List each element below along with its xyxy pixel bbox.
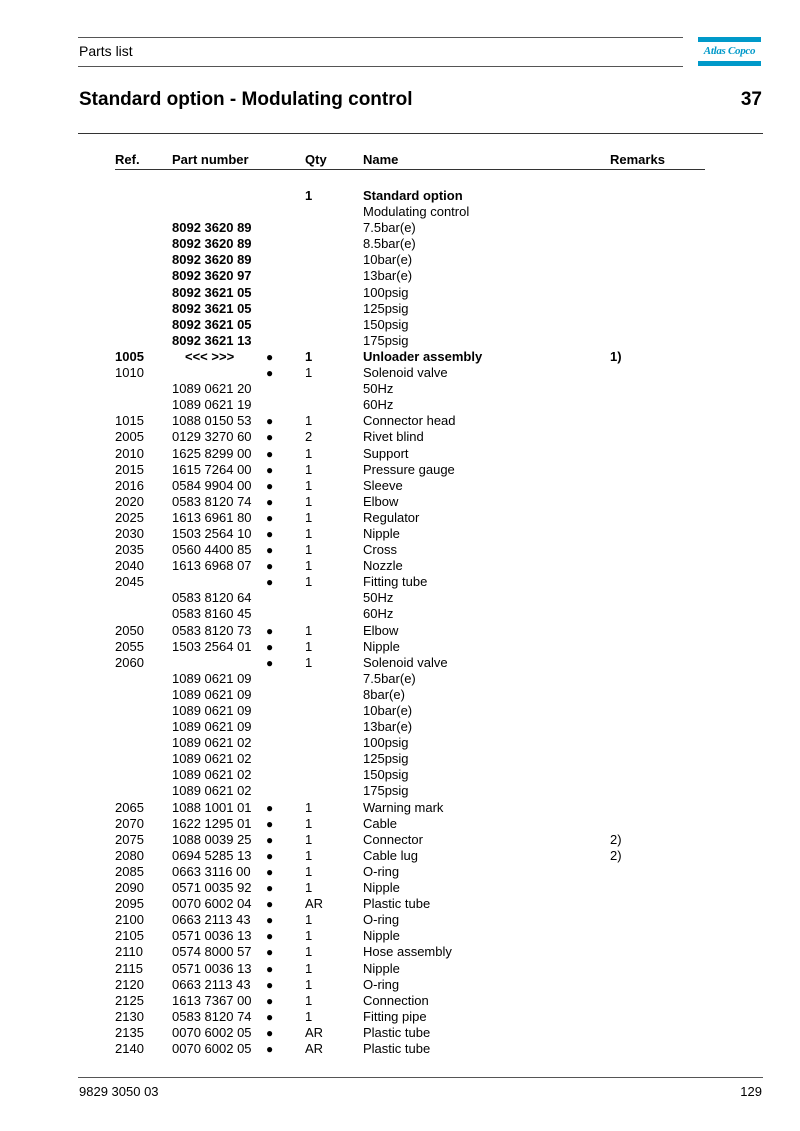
row-ref: 2055 [115, 638, 144, 654]
row-name: 10bar(e) [363, 252, 413, 268]
row-qty: 1 [305, 831, 313, 847]
row-bullet: ● [266, 478, 274, 493]
table-row [0, 864, 800, 880]
table-row [0, 977, 800, 993]
table-row [0, 655, 800, 671]
row-qty: 2 [305, 429, 313, 445]
row-bullet: ● [266, 913, 274, 928]
table-row [0, 558, 800, 574]
row-name: 13bar(e) [363, 719, 413, 735]
row-bullet: ● [266, 510, 274, 525]
column-header-remarks: Remarks [610, 152, 665, 167]
row-bullet: ● [266, 1025, 274, 1040]
row-qty: 1 [305, 847, 313, 863]
row-qty: 1 [305, 799, 313, 815]
row-part-number: 0574 8000 57 [172, 944, 252, 960]
row-bullet: ● [266, 881, 274, 896]
row-ref: 2100 [115, 912, 144, 928]
table-row [0, 832, 800, 848]
row-bullet: ● [266, 526, 274, 541]
table-row [0, 623, 800, 639]
row-name: 175psig [363, 332, 409, 348]
row-name: Connector [363, 831, 423, 847]
row-ref: 2080 [115, 847, 144, 863]
row-bullet: ● [266, 961, 274, 976]
table-row [0, 413, 800, 429]
row-part-number: 0694 5285 13 [172, 847, 252, 863]
atlas-copco-logo [698, 37, 761, 66]
table-row [0, 462, 800, 478]
row-ref: 2120 [115, 976, 144, 992]
row-part-number: 8092 3621 05 [172, 284, 252, 300]
row-part-number: 1089 0621 09 [172, 703, 252, 718]
table-row [0, 880, 800, 896]
row-part-number: 0070 6002 04 [172, 896, 252, 912]
row-part-number: 0583 8120 64 [172, 590, 252, 606]
row-bullet: ● [266, 993, 274, 1008]
row-ref: 1015 [115, 413, 144, 429]
column-header-name: Name [363, 152, 399, 167]
row-name: 60Hz [363, 397, 394, 413]
row-name: Connection [363, 992, 429, 1008]
row-part-number: 8092 3620 97 [172, 268, 252, 284]
row-ref: 2065 [115, 799, 144, 815]
row-bullet: ● [266, 816, 274, 831]
row-bullet: ● [266, 832, 274, 847]
row-name: Support [363, 445, 409, 461]
row-ref: 2025 [115, 509, 144, 525]
row-ref: 2016 [115, 477, 144, 493]
table-row [0, 816, 800, 832]
row-remarks: 1) [610, 348, 622, 364]
table-row [0, 446, 800, 462]
row-ref: 1010 [115, 365, 144, 381]
section-number: 37 [740, 89, 762, 110]
row-part-number: 1089 0621 02 [172, 751, 252, 767]
row-name: 150psig [363, 767, 409, 783]
row-ref: 2030 [115, 525, 144, 541]
parts-table-body [0, 188, 800, 1057]
table-row [0, 574, 800, 590]
row-part-number: 1503 2564 10 [172, 525, 252, 541]
row-part-number: 0663 2113 43 [172, 976, 251, 992]
row-qty: 1 [305, 992, 313, 1008]
table-row [0, 944, 800, 960]
row-ref: 2110 [115, 944, 143, 960]
row-bullet: ● [266, 655, 274, 670]
table-row [0, 687, 800, 703]
row-bullet: ● [266, 929, 274, 944]
table-row [0, 1025, 800, 1041]
table-row [0, 961, 800, 977]
row-part-number: 1088 0150 53 [172, 413, 252, 429]
table-row [0, 204, 800, 220]
row-bullet: ● [266, 366, 274, 381]
row-qty: 1 [305, 944, 313, 960]
table-row [0, 735, 800, 751]
table-row [0, 510, 800, 526]
row-part-number: 8092 3621 05 [172, 300, 252, 316]
row-name: O-ring [363, 863, 400, 879]
row-ref: 2045 [115, 574, 144, 590]
row-part-number: 0571 0036 13 [172, 960, 252, 976]
header-label: Parts list [79, 43, 133, 59]
logo-wordmark: Atlas Copco [703, 45, 756, 57]
row-ref: 2140 [115, 1040, 144, 1056]
row-qty: 1 [305, 912, 313, 928]
row-part-number: 1089 0621 19 [172, 397, 252, 413]
row-part-number: 1089 0621 02 [172, 767, 252, 783]
row-qty: 1 [305, 493, 313, 509]
row-bullet: ● [266, 864, 274, 879]
table-row [0, 236, 800, 252]
table-row [0, 928, 800, 944]
table-row [0, 268, 800, 284]
row-bullet: ● [266, 945, 274, 960]
row-part-number: 8092 3620 89 [172, 252, 252, 268]
table-row [0, 397, 800, 413]
row-ref: 2050 [115, 622, 144, 638]
row-qty: 1 [305, 976, 313, 992]
title-rule [78, 133, 763, 134]
header-top-rule [78, 37, 683, 38]
row-name: Modulating control [363, 204, 470, 220]
row-bullet: ● [266, 897, 274, 912]
row-part-number: 0070 6002 05 [172, 1024, 252, 1040]
row-name: Nipple [363, 880, 400, 896]
table-row [0, 993, 800, 1009]
page-title: Standard option - Modulating control [79, 89, 413, 110]
row-name: Connector head [363, 413, 456, 429]
row-ref: 2105 [115, 928, 144, 944]
row-bullet: ● [266, 430, 274, 445]
row-name: Elbow [363, 493, 399, 509]
row-name: 7.5bar(e) [363, 670, 416, 686]
header-bottom-rule [78, 66, 683, 67]
row-name: 60Hz [363, 606, 394, 622]
row-name: 125psig [363, 300, 409, 316]
table-row [0, 1041, 800, 1057]
row-part-number: 1622 1295 01 [172, 815, 252, 831]
row-part-number: 1089 0621 09 [172, 670, 252, 686]
row-part-number: 1089 0621 02 [172, 783, 252, 799]
row-name: 125psig [363, 751, 409, 767]
row-part-number: 0583 8160 45 [172, 606, 252, 622]
table-row [0, 912, 800, 928]
row-ref: 2130 [115, 1008, 144, 1024]
row-part-number: 1615 7264 00 [172, 461, 252, 477]
table-row [0, 478, 800, 494]
row-part-number: 1089 0621 09 [172, 719, 252, 735]
row-part-number: 8092 3621 13 [172, 332, 252, 348]
row-qty: 1 [305, 445, 313, 461]
row-bullet: ● [266, 977, 274, 992]
table-header-rule [115, 169, 705, 170]
row-name: 100psig [363, 284, 409, 300]
row-qty: 1 [305, 928, 313, 944]
table-row [0, 317, 800, 333]
row-ref: 2040 [115, 558, 144, 574]
row-qty: AR [305, 896, 324, 912]
column-header-ref: Ref. [115, 152, 140, 167]
row-name: Fitting pipe [363, 1008, 427, 1024]
row-qty: 1 [305, 638, 313, 654]
table-row [0, 349, 800, 365]
row-name: Nozzle [363, 558, 403, 574]
table-row [0, 494, 800, 510]
row-part-number: 0070 6002 05 [172, 1040, 252, 1056]
row-name: Unloader assembly [363, 348, 483, 364]
table-row [0, 606, 800, 622]
row-qty: 1 [305, 622, 313, 638]
row-ref: 2035 [115, 542, 144, 558]
table-row [0, 285, 800, 301]
row-part-number: 0583 8120 73 [172, 622, 252, 638]
row-part-number: 0560 4400 85 [172, 542, 252, 558]
row-name: 7.5bar(e) [363, 220, 416, 236]
row-name: Pressure gauge [363, 461, 455, 477]
row-part-number: 1089 0621 02 [172, 735, 252, 751]
row-bullet: ● [266, 349, 274, 364]
table-row [0, 639, 800, 655]
row-name: Nipple [363, 960, 400, 976]
row-ref: 2010 [115, 445, 144, 461]
row-ref: 2090 [115, 880, 144, 896]
row-name: Rivet blind [363, 429, 424, 445]
row-name: Cable lug [363, 847, 418, 863]
row-name: 50Hz [363, 590, 394, 606]
table-row [0, 671, 800, 687]
table-row [0, 800, 800, 816]
row-part-number: 0663 3116 00 [172, 863, 251, 879]
row-part-number: 1089 0621 20 [172, 381, 252, 397]
row-name: Elbow [363, 622, 399, 638]
table-row [0, 301, 800, 317]
row-bullet: ● [266, 414, 274, 429]
row-name: 150psig [363, 316, 409, 332]
table-row [0, 429, 800, 445]
table-row [0, 783, 800, 799]
table-row [0, 333, 800, 349]
row-name: Hose assembly [363, 944, 452, 960]
row-part-number: 0663 2113 43 [172, 912, 251, 928]
footer-rule [78, 1077, 763, 1078]
row-part-number: 8092 3621 05 [172, 316, 252, 332]
row-qty: AR [305, 1040, 324, 1056]
row-part-number: 1613 7367 00 [172, 992, 252, 1008]
row-name: Solenoid valve [363, 365, 448, 381]
table-row [0, 719, 800, 735]
row-part-number: 1625 8299 00 [172, 445, 252, 461]
row-ref: 2015 [115, 461, 144, 477]
row-part-number: 0571 0035 92 [172, 880, 252, 896]
row-name: 8bar(e) [363, 686, 405, 702]
row-name: 100psig [363, 735, 409, 751]
row-bullet: ● [266, 623, 274, 638]
row-name: Plastic tube [363, 1040, 431, 1056]
row-name: Solenoid valve [363, 654, 448, 670]
row-bullet: ● [266, 1041, 274, 1056]
row-part-number: 1613 6968 07 [172, 558, 252, 574]
table-row [0, 703, 800, 719]
row-ref: 2085 [115, 863, 144, 879]
row-ref: 2115 [115, 960, 143, 976]
row-name: Fitting tube [363, 574, 428, 590]
row-qty: 1 [305, 815, 313, 831]
row-part-number: 8092 3620 89 [172, 220, 252, 236]
row-bullet: ● [266, 494, 274, 509]
table-row [0, 526, 800, 542]
row-name: Regulator [363, 509, 420, 525]
row-qty: 1 [305, 348, 313, 364]
row-bullet: ● [266, 639, 274, 654]
row-qty: 1 [305, 542, 313, 558]
row-qty: 1 [305, 574, 313, 590]
row-ref: 2070 [115, 815, 144, 831]
row-part-number: 0584 9904 00 [172, 477, 252, 493]
row-qty: 1 [305, 863, 313, 879]
row-bullet: ● [266, 446, 274, 461]
row-bullet: ● [266, 462, 274, 477]
row-qty: 1 [305, 413, 313, 429]
row-name: Cross [363, 542, 397, 558]
table-row [0, 188, 800, 204]
row-name: O-ring [363, 912, 400, 928]
row-name: Standard option [363, 188, 463, 203]
row-name: Nipple [363, 525, 400, 541]
row-qty: 1 [305, 1008, 313, 1024]
row-qty: 1 [305, 654, 313, 670]
table-row [0, 381, 800, 397]
row-name: O-ring [363, 976, 400, 992]
column-header-qty: Qty [305, 152, 327, 167]
table-row [0, 767, 800, 783]
logo-band-bottom [698, 61, 761, 66]
row-name: 50Hz [363, 381, 394, 397]
table-row [0, 220, 800, 236]
column-header-part-number: Part number [172, 152, 249, 167]
row-ref: 1005 [115, 348, 144, 364]
row-remarks: 2) [610, 847, 622, 863]
row-bullet: ● [266, 800, 274, 815]
row-ref: 2135 [115, 1024, 144, 1040]
row-part-number: 0583 8120 74 [172, 1008, 252, 1024]
row-name: 175psig [363, 783, 409, 799]
row-part-number: <<< >>> [185, 348, 235, 364]
page-number: 129 [740, 1084, 762, 1099]
table-row [0, 542, 800, 558]
row-bullet: ● [266, 543, 274, 558]
table-row [0, 751, 800, 767]
logo-band-top [698, 37, 761, 42]
row-qty: 1 [305, 525, 313, 541]
table-row [0, 848, 800, 864]
row-name: 10bar(e) [363, 703, 413, 718]
table-row [0, 896, 800, 912]
table-row [0, 365, 800, 381]
row-qty: 1 [305, 509, 313, 525]
row-ref: 2020 [115, 493, 144, 509]
row-qty: 1 [305, 188, 313, 203]
row-qty: 1 [305, 461, 313, 477]
row-name: Plastic tube [363, 896, 431, 912]
row-ref: 2125 [115, 992, 144, 1008]
row-qty: 1 [305, 365, 313, 381]
row-qty: 1 [305, 960, 313, 976]
row-part-number: 1088 1001 01 [172, 799, 252, 815]
row-name: 13bar(e) [363, 268, 413, 284]
row-ref: 2075 [115, 831, 144, 847]
row-remarks: 2) [610, 831, 622, 847]
row-name: Plastic tube [363, 1024, 431, 1040]
row-part-number: 1089 0621 09 [172, 686, 252, 702]
row-part-number: 0571 0036 13 [172, 928, 252, 944]
row-name: 8.5bar(e) [363, 236, 416, 252]
row-part-number: 0583 8120 74 [172, 493, 252, 509]
row-name: Nipple [363, 638, 400, 654]
row-bullet: ● [266, 575, 274, 590]
row-part-number: 8092 3620 89 [172, 236, 252, 252]
row-part-number: 1503 2564 01 [172, 638, 252, 654]
table-row [0, 590, 800, 606]
document-number: 9829 3050 03 [79, 1084, 159, 1099]
row-bullet: ● [266, 848, 274, 863]
row-qty: 1 [305, 477, 313, 493]
row-bullet: ● [266, 1009, 274, 1024]
row-name: Nipple [363, 928, 400, 944]
row-qty: 1 [305, 558, 313, 574]
row-part-number: 1613 6961 80 [172, 509, 252, 525]
row-name: Cable [363, 815, 397, 831]
row-ref: 2005 [115, 429, 144, 445]
table-row [0, 252, 800, 268]
row-bullet: ● [266, 559, 274, 574]
row-ref: 2095 [115, 896, 144, 912]
row-name: Sleeve [363, 477, 403, 493]
row-name: Warning mark [363, 799, 444, 815]
table-row [0, 1009, 800, 1025]
row-part-number: 0129 3270 60 [172, 429, 252, 445]
row-ref: 2060 [115, 654, 144, 670]
row-part-number: 1088 0039 25 [172, 831, 252, 847]
row-qty: AR [305, 1024, 324, 1040]
row-qty: 1 [305, 880, 313, 896]
